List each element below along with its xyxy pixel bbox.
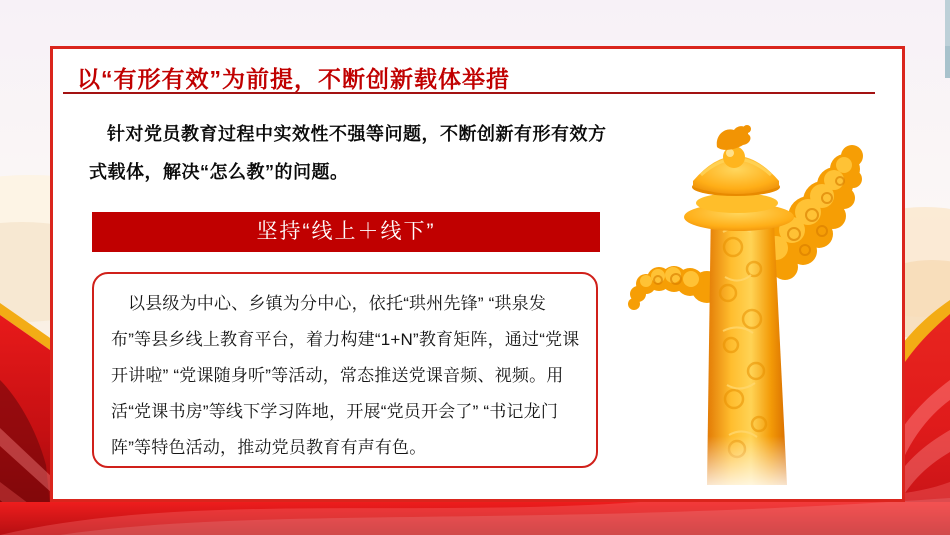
huabiao-pillar-icon xyxy=(613,115,903,499)
edge-strip xyxy=(945,0,950,78)
pillar-column xyxy=(707,203,787,485)
slide-title: 以“有形有效”为前提，不断创新载体举措 xyxy=(77,66,510,92)
content-card xyxy=(50,46,905,502)
detail-text: 以县级为中心、乡镇为分中心，依托“珙州先锋” “珙泉发布”等县乡线上教育平台，着力构建“1+N”教育矩阵，通过“党课开讲啦” “党课随身听”等活动，常态推送党课音频、视频。用活“党课书房”等线下学习阵地，开展“党员开会了” “书记龙门阵”等特色活动，推动党员教育有声有色。 xyxy=(111,294,580,457)
pillar-left-wing xyxy=(628,266,723,310)
banner-label: 坚持“线上＋线下” xyxy=(256,220,436,243)
pillar-cap xyxy=(684,125,794,231)
intro-text: 针对党员教育过程中实效性不强等问题，不断创新有形有效方式载体，解决“怎么教”的问题。 xyxy=(89,124,607,182)
title-underline xyxy=(63,92,875,94)
detail-box xyxy=(92,272,598,468)
banner xyxy=(92,212,600,252)
left-wave xyxy=(0,303,53,535)
